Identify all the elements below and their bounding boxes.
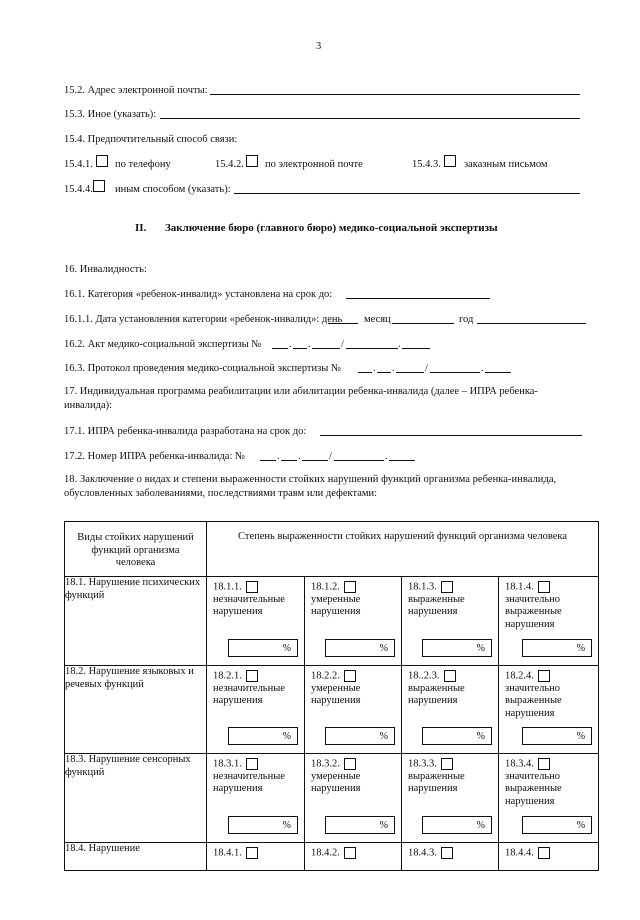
s16-2-line-1[interactable]	[272, 348, 288, 349]
code-18-4-4: 18.4.4.	[505, 847, 534, 859]
s16-2-label: 16.2. Акт медико-социальной экспертизы №	[64, 339, 262, 350]
s16-label: 16. Инвалидность:	[64, 264, 147, 275]
percent-input-18-2-4[interactable]	[522, 727, 592, 745]
percent-input-18-3-3[interactable]	[422, 816, 492, 834]
table-cell	[402, 666, 499, 754]
checkbox-18-2-4[interactable]	[538, 670, 550, 682]
desc-18-3-2: умеренные нарушения	[311, 770, 361, 795]
email-checkbox[interactable]	[246, 155, 258, 167]
row-18-1-label: 18.1. Нарушение психических функций	[65, 577, 207, 666]
desc-18-2-4: значительно выраженные нарушения	[505, 682, 562, 719]
s16-2-slash: /	[341, 339, 344, 350]
percent-input-18-2-3[interactable]	[422, 727, 492, 745]
code-18-1-4: 18.1.4.	[505, 581, 534, 593]
percent-input-18-3-2[interactable]	[325, 816, 395, 834]
percent-input-18-1-2[interactable]	[325, 639, 395, 657]
opt-15-4-3-code: 15.4.3.	[412, 159, 441, 170]
section-number: II.	[135, 222, 147, 234]
opt-15-4-2-label: по электронной почте	[265, 159, 363, 170]
s16-3-sep-3: .	[481, 363, 484, 374]
checkbox-18-3-3[interactable]	[441, 758, 453, 770]
percent-sign: %	[379, 820, 388, 831]
table-row	[65, 666, 599, 754]
other-field-line[interactable]	[160, 118, 580, 119]
desc-18-2-2: умеренные нарушения	[311, 682, 361, 707]
s17-2-line-5[interactable]	[389, 460, 415, 461]
s17-2-line-2[interactable]	[281, 460, 297, 461]
code-18-3-3: 18.3.3.	[408, 758, 437, 770]
table-cell	[499, 754, 599, 843]
s17-2-line-3[interactable]	[302, 460, 328, 461]
s16-1-1-month-line[interactable]	[392, 323, 454, 324]
code-18-3-4: 18.3.4.	[505, 758, 534, 770]
s17-2-sep-2: .	[298, 451, 301, 462]
percent-input-18-1-3[interactable]	[422, 639, 492, 657]
percent-input-18-2-1[interactable]	[228, 727, 298, 745]
s16-2-sep-1: .	[289, 339, 292, 350]
table-cell	[305, 666, 402, 754]
s16-1-1-month-label: месяц	[364, 314, 391, 325]
checkbox-18-4-3[interactable]	[441, 847, 453, 859]
desc-18-2-1: незначительные нарушения	[213, 682, 285, 707]
percent-input-18-2-2[interactable]	[325, 727, 395, 745]
s17-line-1: 17. Индивидуальная программа реабилитации или абилитации ребенка-инвалида (далее – ИПРА ребенка-	[64, 386, 538, 397]
s15-4-label: 15.4. Предпочтительный способ связи:	[64, 134, 238, 145]
table-cell	[207, 577, 305, 666]
s15-3-label: 15.3. Иное (указать):	[64, 109, 157, 120]
desc-18-1-1: незначительные нарушения	[213, 593, 285, 618]
s15-2-label: 15.2. Адрес электронной почты:	[64, 85, 208, 96]
s16-2-sep-3: .	[398, 339, 401, 350]
s16-2-sep-2: .	[308, 339, 311, 350]
s16-1-1-year-label: год	[459, 314, 474, 325]
other-method-line[interactable]	[234, 193, 580, 194]
checkbox-18-3-4[interactable]	[538, 758, 550, 770]
s16-1-label: 16.1. Категория «ребенок-инвалид» установлена на срок до:	[64, 289, 333, 300]
s16-2-line-4[interactable]	[346, 348, 398, 349]
table-row	[65, 754, 599, 843]
s16-2-line-2[interactable]	[293, 348, 307, 349]
table-cell	[305, 754, 402, 843]
table-cell	[305, 843, 402, 871]
email-field-line[interactable]	[210, 94, 580, 95]
table-row	[65, 843, 599, 871]
percent-input-18-3-1[interactable]	[228, 816, 298, 834]
s17-2-label: 17.2. Номер ИПРА ребенка-инвалида: №	[64, 451, 246, 462]
code-18-1-2: 18.1.2.	[311, 581, 340, 593]
s17-2-slash: /	[329, 451, 332, 462]
s16-1-1-day-line[interactable]	[328, 323, 358, 324]
row-18-3-label: 18.3. Нарушение сенсорных функций	[65, 754, 207, 843]
percent-sign: %	[476, 643, 485, 654]
s16-3-line-2[interactable]	[377, 372, 391, 373]
desc-18-3-3: выраженные нарушения	[408, 770, 465, 795]
checkbox-18-1-2[interactable]	[344, 581, 356, 593]
percent-input-18-1-4[interactable]	[522, 639, 592, 657]
table-cell	[207, 754, 305, 843]
code-18-1-1: 18.1.1.	[213, 581, 242, 593]
percent-input-18-1-1[interactable]	[228, 639, 298, 657]
table-cell	[499, 577, 599, 666]
percent-sign: %	[476, 820, 485, 831]
s16-3-line-1[interactable]	[358, 372, 372, 373]
code-18-4-2: 18.4.2.	[311, 847, 340, 859]
opt-15-4-1-code: 15.4.1.	[64, 159, 93, 170]
table-cell	[402, 754, 499, 843]
checkbox-18-3-2[interactable]	[344, 758, 356, 770]
code-18-2-3: 18..2.3.	[408, 670, 440, 682]
table-row	[65, 577, 599, 666]
page-number: 3	[316, 41, 322, 52]
code-18-4-3: 18.4.3.	[408, 847, 437, 859]
percent-sign: %	[476, 731, 485, 742]
opt-15-4-2-code: 15.4.2.	[215, 159, 244, 170]
checkbox-18-2-3[interactable]	[444, 670, 456, 682]
opt-15-4-4-code: 15.4.4.	[64, 184, 93, 195]
desc-18-3-4: значительно выраженные нарушения	[505, 770, 562, 807]
checkbox-18-4-2[interactable]	[344, 847, 356, 859]
percent-sign: %	[576, 643, 586, 654]
s16-3-sep-1: .	[373, 363, 376, 374]
s16-1-1-label: 16.1.1. Дата установления категории «ребенок-инвалид»: день	[64, 314, 343, 325]
code-18-3-2: 18.3.2.	[311, 758, 340, 770]
percent-sign: %	[282, 820, 291, 831]
s16-2-line-3[interactable]	[312, 348, 340, 349]
table-cell	[402, 843, 499, 871]
s17-2-line-1[interactable]	[260, 460, 276, 461]
code-18-2-4: 18.2.4.	[505, 670, 534, 682]
percent-sign: %	[282, 643, 291, 654]
checkbox-18-3-1[interactable]	[246, 758, 258, 770]
checkbox-18-2-2[interactable]	[344, 670, 356, 682]
desc-18-1-3: выраженные нарушения	[408, 593, 465, 618]
checkbox-18-1-3[interactable]	[441, 581, 453, 593]
desc-18-2-3: выраженные нарушения	[408, 682, 465, 707]
s17-2-sep-3: .	[385, 451, 388, 462]
row-18-2-label: 18.2. Нарушение языковых и речевых функций	[65, 666, 207, 754]
table-cell	[305, 577, 402, 666]
percent-sign: %	[576, 820, 586, 831]
code-18-4-1: 18.4.1.	[213, 847, 242, 859]
s16-1-1-year-line[interactable]	[477, 323, 586, 324]
section-title: Заключение бюро (главного бюро) медико-социальной экспертизы	[165, 222, 498, 234]
checkbox-18-1-1[interactable]	[246, 581, 258, 593]
s16-1-line[interactable]	[346, 298, 490, 299]
phone-checkbox[interactable]	[96, 155, 108, 167]
s17-2-line-4[interactable]	[334, 460, 384, 461]
s17-1-label: 17.1. ИПРА ребенка-инвалида разработана на срок до:	[64, 426, 307, 437]
s16-3-sep-2: .	[392, 363, 395, 374]
opt-15-4-4-label: иным способом (указать):	[115, 184, 231, 195]
col-header-degree: Степень выраженности стойких нарушений функций организма человека	[207, 522, 599, 577]
table-header-row	[65, 522, 599, 577]
s16-3-line-3[interactable]	[396, 372, 424, 373]
table-cell	[499, 666, 599, 754]
s16-3-line-4[interactable]	[430, 372, 480, 373]
checkbox-18-2-1[interactable]	[246, 670, 258, 682]
s17-1-line[interactable]	[320, 435, 582, 436]
s17-line-2: инвалида):	[64, 400, 113, 411]
percent-sign: %	[379, 643, 388, 654]
checkbox-18-4-4[interactable]	[538, 847, 550, 859]
code-18-3-1: 18.3.1.	[213, 758, 242, 770]
desc-18-3-1: незначительные нарушения	[213, 770, 285, 795]
s16-2-line-5[interactable]	[402, 348, 430, 349]
impairment-table	[64, 521, 599, 871]
s17-2-sep-1: .	[277, 451, 280, 462]
percent-sign: %	[282, 731, 291, 742]
code-18-2-2: 18.2.2.	[311, 670, 340, 682]
s16-3-line-5[interactable]	[485, 372, 511, 373]
desc-18-1-4: значительно выраженные нарушения	[505, 593, 562, 630]
checkbox-18-1-4[interactable]	[538, 581, 550, 593]
percent-input-18-3-4[interactable]	[522, 816, 592, 834]
opt-15-4-3-label: заказным письмом	[464, 159, 548, 170]
s16-3-label: 16.3. Протокол проведения медико-социальной экспертизы №	[64, 363, 341, 374]
s16-3-slash: /	[425, 363, 428, 374]
col-header-types: Виды стойких нарушений функций организма человека	[65, 522, 207, 577]
checkbox-18-4-1[interactable]	[246, 847, 258, 859]
registered-mail-checkbox[interactable]	[444, 155, 456, 167]
table-cell	[207, 843, 305, 871]
row-18-4-label: 18.4. Нарушение	[65, 843, 207, 871]
desc-18-1-2: умеренные нарушения	[311, 593, 361, 618]
percent-sign: %	[576, 731, 586, 742]
s18-line-2: обусловленных заболеваниями, последствиями травм или дефектами:	[64, 488, 378, 499]
table-cell	[402, 577, 499, 666]
other-method-checkbox[interactable]	[93, 180, 105, 192]
s18-line-1: 18. Заключение о видах и степени выраженности стойких нарушений функций организма ребенка-инвалида,	[64, 474, 557, 485]
percent-sign: %	[379, 731, 388, 742]
opt-15-4-1-label: по телефону	[115, 159, 171, 170]
code-18-1-3: 18.1.3.	[408, 581, 437, 593]
table-cell	[499, 843, 599, 871]
code-18-2-1: 18.2.1.	[213, 670, 242, 682]
table-cell	[207, 666, 305, 754]
